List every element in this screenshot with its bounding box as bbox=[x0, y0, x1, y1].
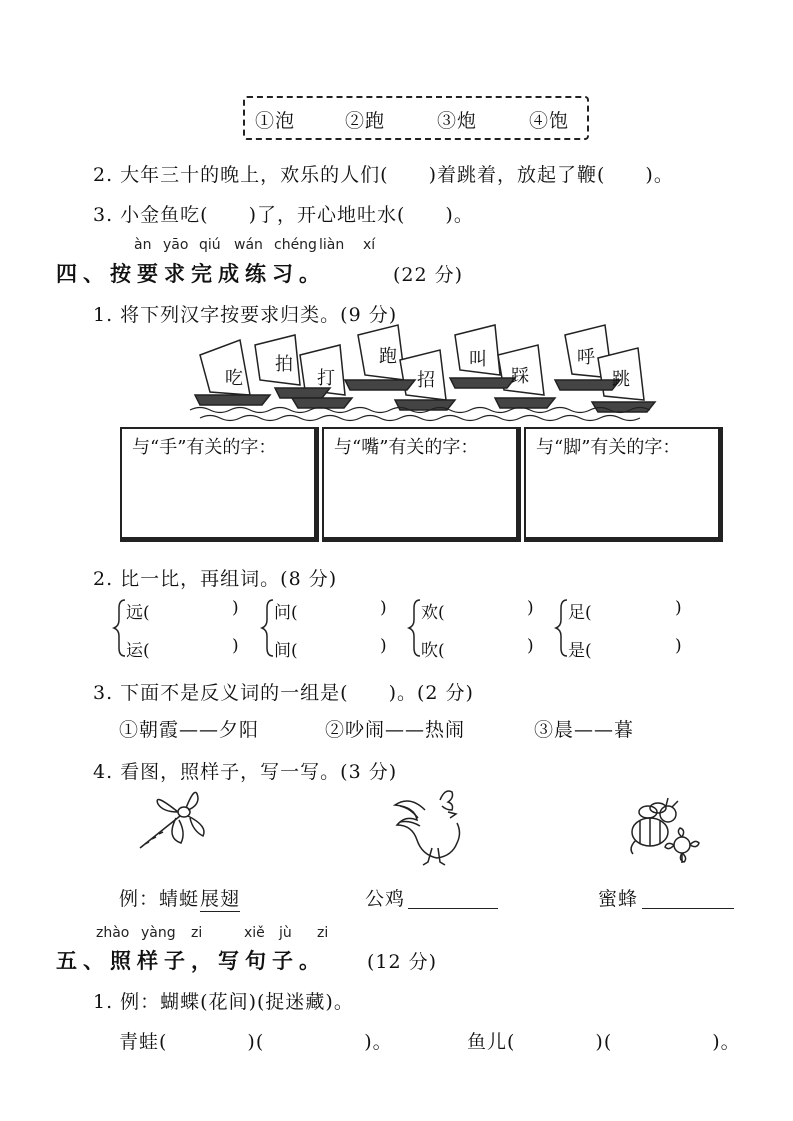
pinyin-5-1: zhào bbox=[96, 925, 130, 941]
item-rooster-answer-line[interactable] bbox=[408, 908, 498, 909]
section-5-title: 五、照样子，写句子。 bbox=[56, 949, 326, 973]
pair-4-top: 足( bbox=[568, 603, 592, 623]
category-hand-label: 与“手”有关的字： bbox=[132, 437, 277, 458]
pinyin-4-2: yāo bbox=[163, 237, 189, 253]
pinyin-5-6: zi bbox=[317, 925, 329, 941]
pinyin-4-5: chéng bbox=[274, 237, 317, 253]
example-answer: 展翅 bbox=[200, 884, 240, 912]
question-3-2: 2. 大年三十的晚上，欢乐的人们( )着跳着，放起了鞭( )。 bbox=[93, 164, 674, 186]
category-mouth-label: 与“嘴”有关的字： bbox=[334, 437, 479, 458]
pair-1-bottom-close: ) bbox=[232, 636, 239, 656]
pair-4-bottom: 是( bbox=[568, 641, 592, 661]
sail-char-3: 打 bbox=[317, 368, 335, 389]
sail-char-8: 呼 bbox=[577, 347, 595, 368]
question-4-4: 4. 看图，照样子，写一写。(3 分) bbox=[93, 761, 398, 783]
pair-3-bottom-close: ) bbox=[527, 636, 534, 656]
pair-1-bottom: 运( bbox=[126, 641, 150, 661]
section-4-title: 四、按要求完成练习。 bbox=[56, 262, 326, 286]
sail-char-7: 踩 bbox=[511, 366, 529, 387]
pair-3-top-close: ) bbox=[527, 598, 534, 618]
pinyin-4-1: àn bbox=[134, 237, 152, 253]
option-2: ②跑 bbox=[345, 110, 386, 132]
question-4-3: 3. 下面不是反义词的一组是( )。(2 分) bbox=[93, 682, 474, 704]
item-rooster-label: 公鸡 bbox=[365, 888, 406, 910]
sail-char-9: 跳 bbox=[612, 369, 630, 390]
section-5-score: (12 分) bbox=[367, 951, 438, 973]
question-3-3: 3. 小金鱼吃( )了，开心地吐水( )。 bbox=[93, 204, 474, 226]
category-foot-label: 与“脚”有关的字： bbox=[536, 437, 681, 458]
item-bee-answer-line[interactable] bbox=[642, 908, 734, 909]
pinyin-5-5: jù bbox=[279, 925, 292, 941]
sentence-item-fish[interactable]: 鱼儿( )( )。 bbox=[467, 1031, 741, 1053]
antonym-option-2: ②吵闹——热闹 bbox=[325, 719, 466, 741]
sail-char-6: 叫 bbox=[469, 349, 487, 370]
item-bee-label: 蜜蜂 bbox=[598, 888, 639, 910]
pinyin-5-3: zi bbox=[191, 925, 203, 941]
example-prefix: 例：蜻蜓 bbox=[119, 888, 200, 910]
question-5-1-example: 1. 例：蝴蝶(花间)(捉迷藏)。 bbox=[93, 991, 354, 1013]
sail-char-2: 拍 bbox=[275, 354, 293, 375]
sail-char-5: 招 bbox=[417, 370, 435, 391]
sail-char-1: 吃 bbox=[225, 368, 243, 389]
pinyin-4-7: xí bbox=[363, 237, 376, 253]
pinyin-5-2: yàng bbox=[141, 925, 176, 941]
pair-2-top-close: ) bbox=[380, 598, 387, 618]
sail-char-4: 跑 bbox=[379, 346, 397, 367]
pinyin-5-4: xiě bbox=[244, 925, 265, 941]
pair-2-bottom: 间( bbox=[274, 641, 298, 661]
antonym-option-3: ③晨——暮 bbox=[534, 719, 635, 741]
bee-icon bbox=[631, 798, 699, 863]
pair-2-top: 问( bbox=[274, 603, 298, 623]
dragonfly-icon bbox=[140, 792, 204, 848]
sentence-item-frog[interactable]: 青蛙( )( )。 bbox=[119, 1031, 393, 1053]
option-1: ①泡 bbox=[255, 110, 296, 132]
question-4-1: 1. 将下列汉字按要求归类。(9 分) bbox=[93, 304, 398, 326]
pair-2-bottom-close: ) bbox=[380, 636, 387, 656]
option-3: ③炮 bbox=[437, 110, 478, 132]
option-4: ④饱 bbox=[529, 110, 570, 132]
pair-3-top: 欢( bbox=[421, 603, 445, 623]
antonym-option-1: ①朝霞——夕阳 bbox=[119, 719, 260, 741]
pinyin-4-3: qiú bbox=[199, 237, 221, 253]
pair-1-top-close: ) bbox=[232, 598, 239, 618]
pair-4-top-close: ) bbox=[675, 598, 682, 618]
question-4-2: 2. 比一比，再组词。(8 分) bbox=[93, 568, 338, 590]
pinyin-4-4: wán bbox=[234, 237, 263, 253]
section-4-score: (22 分) bbox=[393, 264, 464, 286]
rooster-icon bbox=[395, 791, 460, 865]
pair-4-bottom-close: ) bbox=[675, 636, 682, 656]
pair-1-top: 远( bbox=[126, 603, 150, 623]
pinyin-4-6: liàn bbox=[319, 237, 345, 253]
pair-3-bottom: 吹( bbox=[421, 641, 445, 661]
